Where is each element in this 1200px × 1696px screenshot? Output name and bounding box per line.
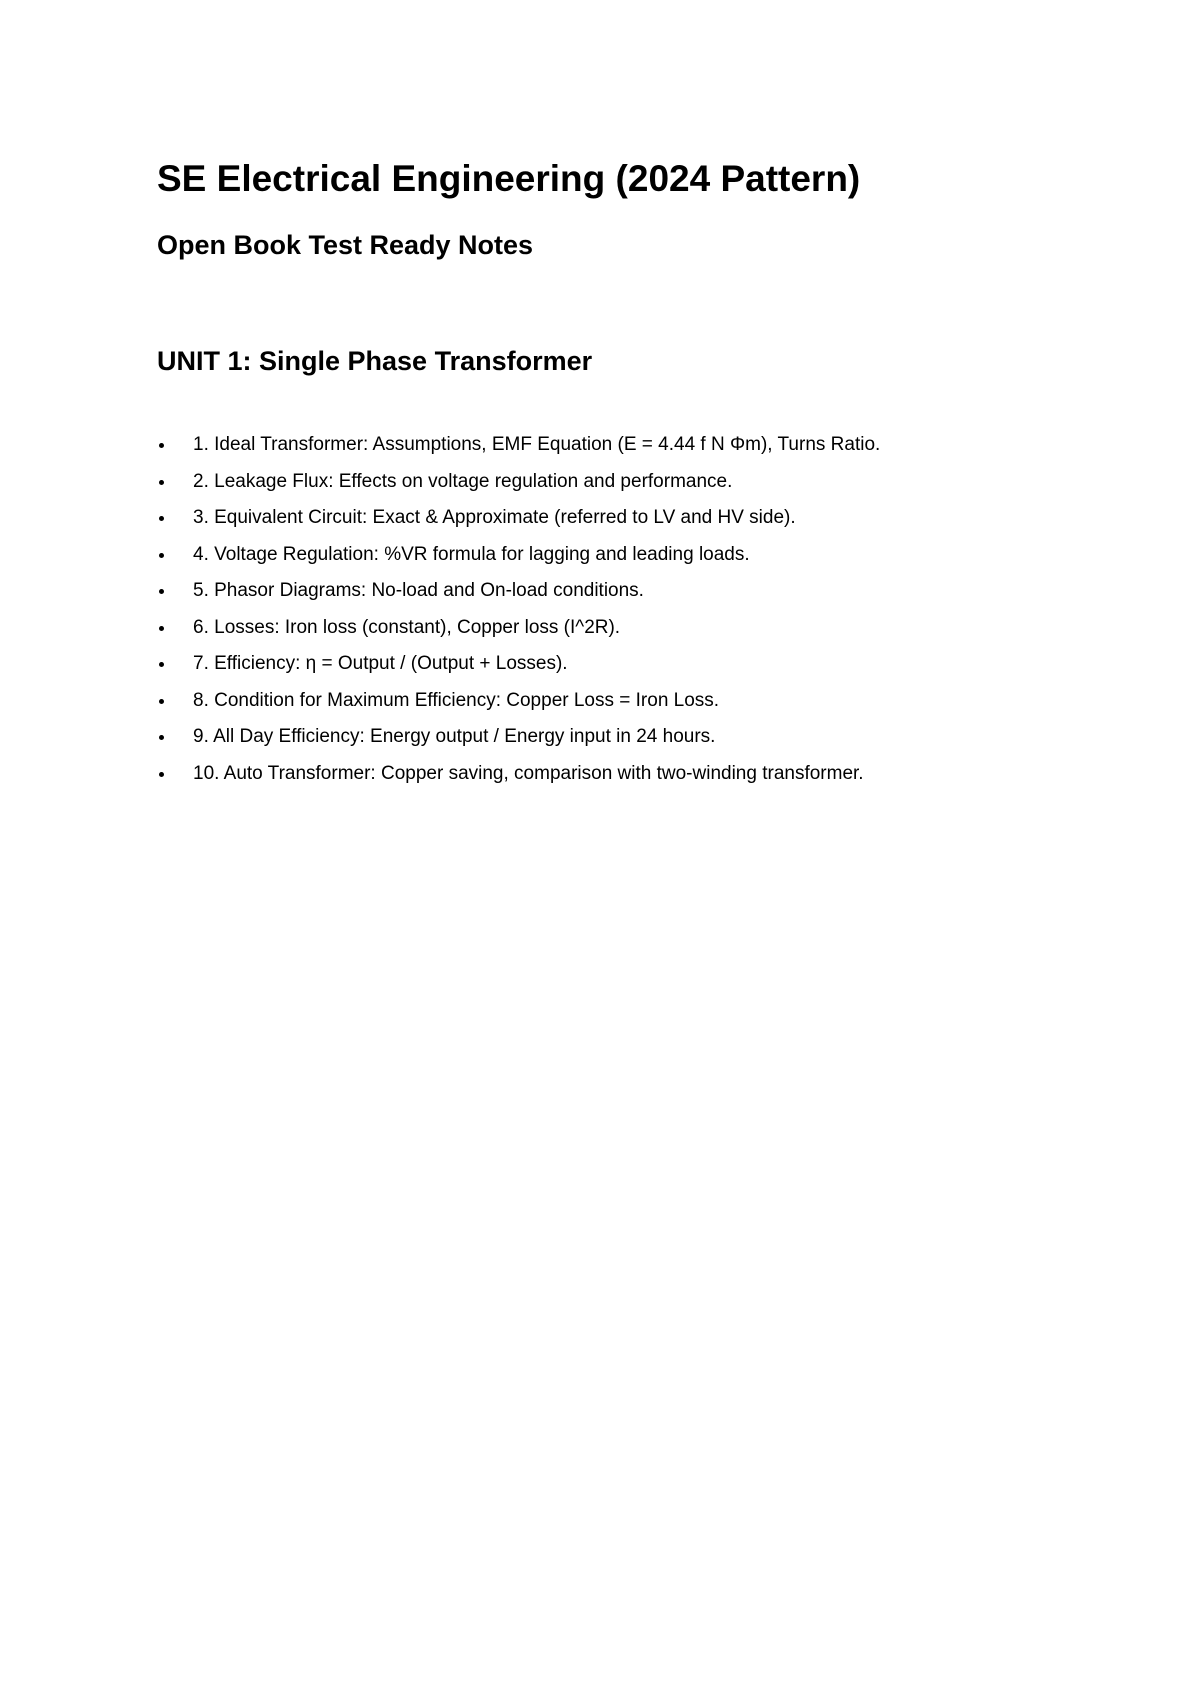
bullet-icon xyxy=(159,735,164,740)
list-item-text: 9. All Day Efficiency: Energy output / Energy input in 24 hours. xyxy=(193,726,716,747)
list-item-text: 2. Leakage Flux: Effects on voltage regulation and performance. xyxy=(193,470,733,492)
document-subtitle: Open Book Test Ready Notes xyxy=(157,230,534,260)
list-item-text: 1. Ideal Transformer: Assumptions, EMF Equation (E = 4.44 f N Φm), Turns Ratio. xyxy=(193,434,881,455)
document-title: SE Electrical Engineering (2024 Pattern) xyxy=(157,158,861,199)
list-item-text: 10. Auto Transformer: Copper saving, comparison with two-winding transformer. xyxy=(193,762,864,784)
list-item-text: 4. Voltage Regulation: %VR formula for lagging and leading loads. xyxy=(193,543,750,565)
list-item xyxy=(157,686,1157,723)
unit-heading: UNIT 1: Single Phase Transformer xyxy=(157,346,593,376)
bullet-icon xyxy=(159,516,164,521)
bullet-icon xyxy=(159,553,164,558)
list-item xyxy=(157,613,1157,650)
list-item xyxy=(157,759,1157,796)
list-item xyxy=(157,649,1157,686)
bullet-icon xyxy=(159,626,164,631)
bullet-icon xyxy=(159,589,164,594)
bullet-icon xyxy=(159,443,164,448)
list-item xyxy=(157,540,1157,577)
list-item xyxy=(157,576,1157,613)
list-item-text: 3. Equivalent Circuit: Exact & Approximate (referred to LV and HV side). xyxy=(193,507,796,528)
bullet-icon xyxy=(159,699,164,704)
bullet-icon xyxy=(159,772,164,777)
topic-list xyxy=(157,430,1157,795)
list-item xyxy=(157,430,1157,467)
list-item xyxy=(157,722,1157,759)
list-item-text: 8. Condition for Maximum Efficiency: Copper Loss = Iron Loss. xyxy=(193,689,720,711)
bullet-icon xyxy=(159,662,164,667)
list-item-text: 6. Losses: Iron loss (constant), Copper loss (I^2R). xyxy=(193,616,621,638)
bullet-icon xyxy=(159,480,164,485)
list-item xyxy=(157,467,1157,504)
list-item-text: 5. Phasor Diagrams: No-load and On-load conditions. xyxy=(193,580,644,601)
list-item-text: 7. Efficiency: η = Output / (Output + Losses). xyxy=(193,653,568,674)
list-item xyxy=(157,503,1157,540)
